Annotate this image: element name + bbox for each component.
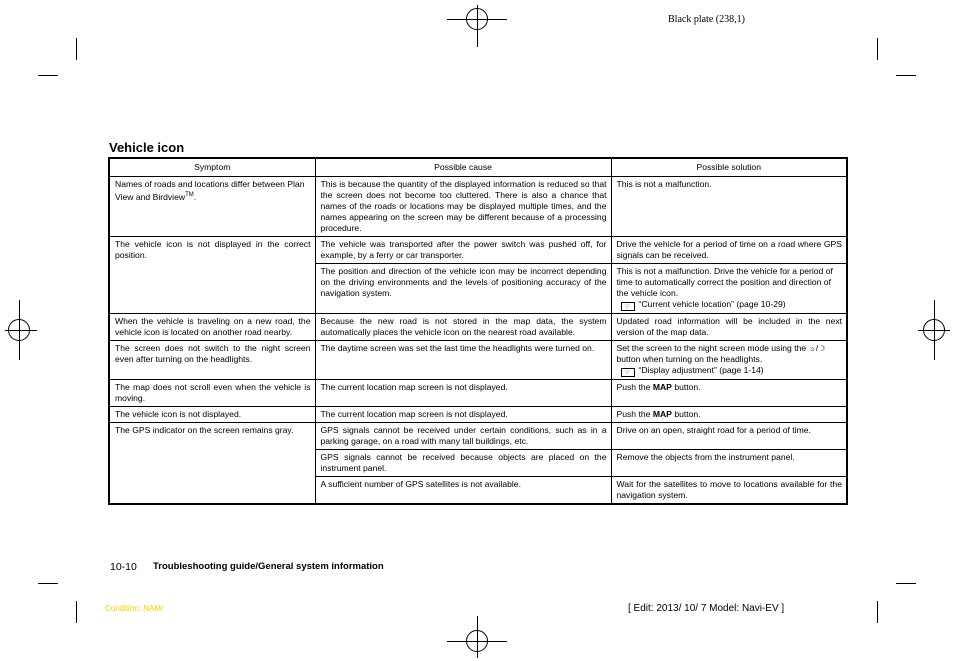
solution-text-end: button.	[674, 382, 701, 392]
solution-cell	[611, 264, 847, 314]
crop-mark-bottom-left-horizontal	[38, 583, 58, 584]
cause-cell: This is because the quantity of the displayed information is reduced so that the screen does not become too cluttered. There is also a chance that names of the roads or locations may be displayed multiple times, and the names appearing on the screen may be different because of a processing procedure.	[315, 177, 611, 237]
cause-cell: Because the new road is not stored in the map data, the system automatically places the vehicle icon on the nearest road available.	[315, 314, 611, 341]
solution-cell	[611, 380, 847, 407]
table-row	[109, 237, 847, 264]
symptom-cell	[109, 177, 315, 237]
symptom-cell: The vehicle icon is not displayed in the correct position.	[109, 237, 315, 314]
cause-cell: GPS signals cannot be received because objects are placed on the instrument panel.	[315, 450, 611, 477]
section-title: Vehicle icon	[109, 140, 185, 155]
registration-mark-top-circle	[466, 8, 488, 30]
solution-cell: Drive the vehicle for a period of time on a road where GPS signals can be received.	[611, 237, 847, 264]
solution-text-end: button when turning on the headlights.	[616, 354, 763, 364]
registration-mark-left-circle	[8, 319, 30, 341]
crop-mark-bottom-right-vertical	[877, 601, 878, 623]
header-possible-cause: Possible cause	[315, 158, 611, 177]
solution-cell	[611, 407, 847, 423]
crop-mark-top-left-vertical	[76, 38, 77, 60]
solution-text: Push the	[616, 409, 651, 419]
symptom-text: Names of roads and locations differ between Plan View and Birdview	[115, 179, 305, 202]
crop-mark-top-left-horizontal	[38, 75, 58, 76]
crop-mark-top-right-vertical	[877, 38, 878, 60]
page-reference[interactable]	[617, 365, 843, 377]
registration-mark-right-circle	[923, 319, 945, 341]
reference-text: “Current vehicle location” (page 10-29)	[638, 299, 786, 309]
symptom-cell: The GPS indicator on the screen remains gray.	[109, 423, 315, 505]
symptom-cell: When the vehicle is traveling on a new road, the vehicle icon is located on another road nearby.	[109, 314, 315, 341]
crop-mark-bottom-left-vertical	[76, 601, 77, 623]
cause-cell: The vehicle was transported after the power switch was pushed off, for example, by a ferry or car transporter.	[315, 237, 611, 264]
page-number: 10-10	[110, 561, 137, 573]
page-reference[interactable]	[617, 299, 843, 311]
symptom-cell: The vehicle icon is not displayed.	[109, 407, 315, 423]
table-row	[109, 314, 847, 341]
cause-cell: GPS signals cannot be received under certain conditions, such as in a parking garage, on a road with many tall buildings, etc.	[315, 423, 611, 450]
condition-label: Condition: NAM/	[105, 604, 164, 613]
solution-cell: Wait for the satellites to move to locations available for the navigation system.	[611, 477, 847, 505]
edit-info: [ Edit: 2013/ 10/ 7 Model: Navi-EV ]	[628, 603, 785, 614]
cause-cell: The daytime screen was set the last time the headlights were turned on.	[315, 341, 611, 380]
reference-book-icon: ☞	[621, 368, 635, 377]
solution-cell: This is not a malfunction.	[611, 177, 847, 237]
symptom-text-end: .	[193, 191, 197, 202]
solution-text: This is not a malfunction. Drive the vehicle for a period of time to automatically correct the position and direction of the vehicle icon.	[616, 266, 833, 298]
registration-mark-bottom-circle	[466, 630, 488, 652]
table-row	[109, 423, 847, 450]
table-row	[109, 380, 847, 407]
table-header-row	[109, 158, 847, 177]
trademark-mark: TM	[185, 192, 194, 198]
plate-label: Black plate (238,1)	[668, 14, 745, 25]
cause-cell: The current location map screen is not displayed.	[315, 407, 611, 423]
header-possible-solution: Possible solution	[611, 158, 847, 177]
solution-cell: Updated road information will be included in the next version of the map data.	[611, 314, 847, 341]
cause-cell: The position and direction of the vehicle icon may be incorrect depending on the driving environments and the levels of positioning accuracy of the navigation system.	[315, 264, 611, 314]
table-row	[109, 177, 847, 237]
crop-mark-top-right-horizontal	[896, 75, 916, 76]
reference-book-icon: ☞	[621, 302, 635, 311]
solution-cell: Remove the objects from the instrument panel.	[611, 450, 847, 477]
solution-text-end: button.	[674, 409, 701, 419]
solution-text: Push the	[616, 382, 651, 392]
symptom-cell: The map does not scroll even when the vehicle is moving.	[109, 380, 315, 407]
table-row	[109, 407, 847, 423]
solution-cell	[611, 341, 847, 380]
day-night-icon: ☼/☽	[808, 344, 826, 353]
cause-cell: A sufficient number of GPS satellites is not available.	[315, 477, 611, 505]
reference-text: “Display adjustment” (page 1-14)	[638, 365, 764, 375]
symptom-cell: The screen does not switch to the night screen even after turning on the headlights.	[109, 341, 315, 380]
header-symptom: Symptom	[109, 158, 315, 177]
footer-section-title: Troubleshooting guide/General system information	[153, 561, 384, 572]
solution-text: Set the screen to the night screen mode using the	[616, 343, 807, 353]
crop-mark-bottom-right-horizontal	[896, 583, 916, 584]
map-button-label: MAP	[652, 409, 672, 419]
table-row	[109, 341, 847, 380]
solution-cell: Drive on an open, straight road for a period of time.	[611, 423, 847, 450]
cause-cell: The current location map screen is not displayed.	[315, 380, 611, 407]
map-button-label: MAP	[652, 382, 672, 392]
troubleshooting-table	[108, 157, 848, 505]
